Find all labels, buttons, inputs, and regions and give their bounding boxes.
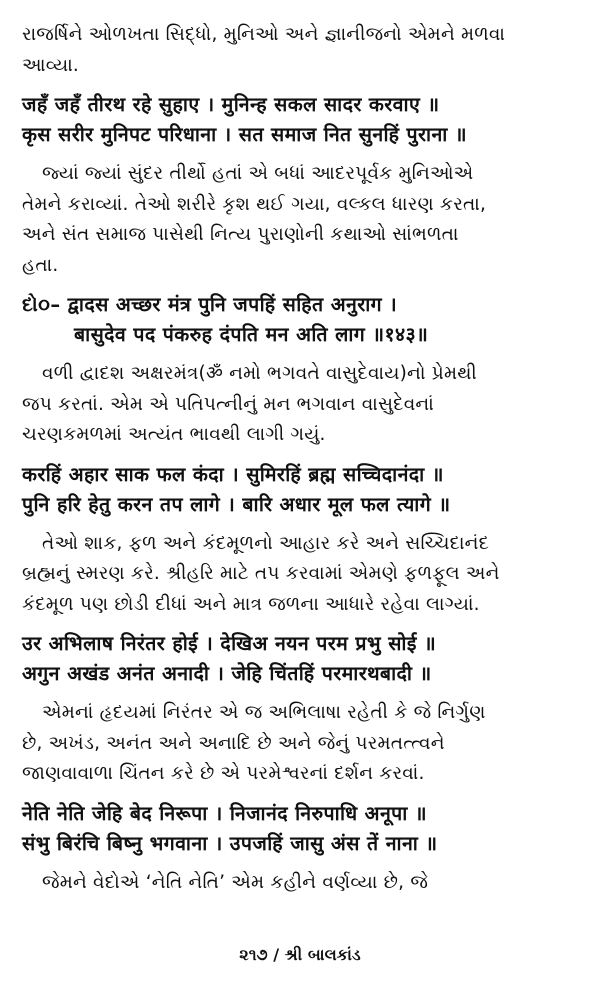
paragraph-line: ચરણકમળમાં અત્યંત ભાવથી લાગી ગયું.	[22, 424, 326, 445]
paragraph-line: તેઓ શાક, ફળ અને કંદમૂળનો આહાર કરે અને સચ્ચિદાનંદ	[42, 532, 490, 554]
gujarati-paragraph-1	[22, 20, 580, 81]
paragraph-line: કંદમૂળ પણ છોડી દીધાં અને માત્ર જળના આધારે રહેવા લાગ્યાં.	[22, 593, 480, 615]
gujarati-paragraph-3	[22, 359, 580, 451]
chaupai-verse-3	[22, 629, 580, 689]
verse-line: जहँ जहँ तीरथ रहे सुहाए । मुनिन्ह सकल सादर करवाए ॥	[22, 93, 440, 116]
paragraph-line: તેમને કરાવ્યાં. તેઓ શરીરે કૃશ થઈ ગયા, વલ્કલ ધારણ કરતા,	[22, 193, 487, 215]
paragraph-line: બ્રહ્મનું સ્મરણ કરે. શ્રીહરિ માટે તપ કરવામાં એમણે ફળફૂલ અને	[22, 563, 500, 584]
verse-line: उर अभिलाष निरंतर होई । देखिअ नयन परम प्रभु सोई ॥	[22, 632, 437, 655]
gujarati-paragraph-4	[22, 529, 580, 621]
paragraph-line: જપ કરતાં. એમ એ પતિપત્નીનું મન ભગવાન વાસુદેવનાં	[22, 393, 434, 415]
gujarati-paragraph-6	[22, 868, 580, 899]
doha-verse	[22, 290, 580, 350]
paragraph-line: રાજર્ષિને ઓળખતા સિદ્ધો, મુનિઓ અને જ્ઞાનીજનો એમને મળવા	[22, 24, 506, 45]
paragraph-line: વળી દ્વાદશ અક્ષરમંત્ર(ॐ નમો ભગવતે વાસુદેવાય)નો પ્રેમથી	[42, 363, 477, 384]
paragraph-line: એમનાં હૃદયમાં નિરંતર એ જ અભિલાષા રહેતી કે જે નિર્ગુણ	[42, 702, 486, 723]
paragraph-line: છે, અખંડ, અનંત અને અનાદિ છે અને જેનું પરમતત્ત્વને	[22, 732, 445, 754]
chaupai-verse-4	[22, 799, 580, 859]
page-footer: ૨૧૭ / શ્રી બાલકાંડ	[239, 945, 361, 964]
paragraph-line: જ્યાં જ્યાં સુંદર તીર્થો હતાં એ બધાં આદરપૂર્વક મુનિઓએ	[42, 163, 474, 184]
verse-line: नेति नेति जेहि बेद निरूपा । निजानंद निरुपाधि अनूपा ॥	[22, 801, 427, 825]
page-content	[22, 20, 580, 907]
verse-line: बासुदेव पद पंकरुह दंपति मन अति लाग ॥१४३॥	[74, 323, 429, 346]
paragraph-line: હતા.	[22, 254, 59, 276]
verse-line: करहिं अहार साक फल कंदा । सुमिरहिं ब्रह्म सच्चिदानंदा ॥	[22, 462, 444, 486]
verse-line: संभु बिरंचि बिष्नु भगवाना । उपजहिं जासु अंस तें नाना ॥	[22, 831, 438, 855]
verse-line: पुनि हरि हेतु करन तप लागे । बारि अधार मूल फल त्यागे ॥	[22, 492, 451, 516]
chaupai-verse-1	[22, 90, 580, 150]
paragraph-line: જાણવાવાળા ચિંતન કરે છે એ પરમેશ્વરનાં દર્શન કરવાં.	[22, 763, 425, 784]
chaupai-verse-2	[22, 460, 580, 520]
paragraph-line: જેમને વેદોએ ‘નેતિ નેતિ’ એમ કહીને વર્ણવ્યા છે, જે	[42, 871, 429, 893]
gujarati-paragraph-5	[22, 698, 580, 790]
verse-line: દો૦– द्वादस अच्छर मंत्र पुनि जपहिं सहित अनुराग ।	[22, 293, 398, 316]
verse-line: अगुन अखंड अनंत अनादी । जेहि चिंतहिं परमारथबादी ॥	[22, 662, 432, 685]
verse-line: कृस सरीर मुनिपट परिधाना । सत समाज नित सुनहिं पुराना ॥	[22, 123, 467, 146]
paragraph-line: આવ્યા.	[22, 54, 80, 76]
gujarati-paragraph-2	[22, 159, 580, 281]
paragraph-line: અને સંત સમાજ પાસેથી નિત્ય પુરાણોની કથાઓ સાંભળતા	[22, 224, 459, 245]
